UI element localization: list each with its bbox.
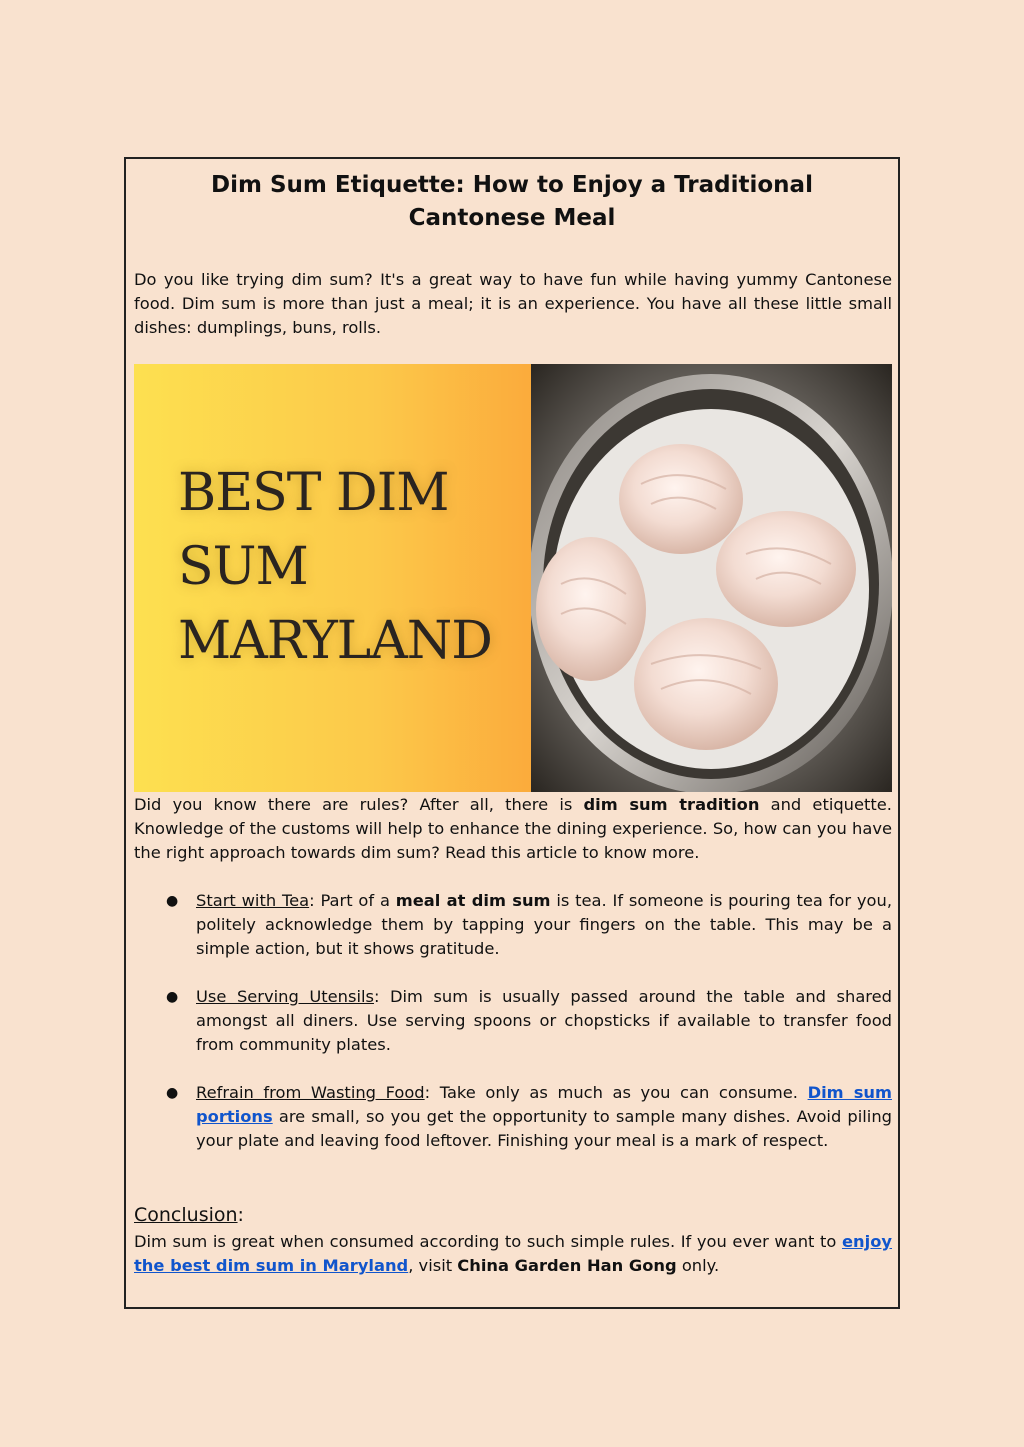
conclusion-text-post: only.	[676, 1256, 720, 1275]
hero-image	[134, 364, 892, 792]
document-frame	[124, 157, 900, 1309]
bullet-text-post: are small, so you get the opportunity to sample many dishes. Avoid piling your plate and leaving food leftover. Finishing your meal is a mark of respect.	[196, 1107, 892, 1150]
bullet-heading: Use Serving Utensils	[196, 987, 374, 1006]
list-item	[166, 1081, 892, 1153]
dumpling-top	[619, 444, 743, 554]
hero-line-3: MARYLAND	[178, 611, 492, 671]
rules-text-pre: Did you know there are rules? After all, there is	[134, 795, 584, 814]
conclusion-heading-row	[134, 1202, 244, 1228]
rules-text-post: and etiquette. Knowledge of the customs will help to enhance the dining experience. So, how can you have the right approach towards dim sum? Read this article to know more.	[134, 795, 892, 862]
bullet-text-post: is tea. If someone is pouring tea for you, politely acknowledge them by tapping your fingers on the table. This may be a simple action, but it shows gratitude.	[196, 891, 892, 958]
conclusion-paragraph	[134, 1230, 892, 1278]
bullet-heading: Refrain from Wasting Food	[196, 1083, 425, 1102]
hero-line-2: SUM	[178, 537, 308, 597]
rules-paragraph	[134, 793, 892, 865]
bullet-heading: Start with Tea	[196, 891, 310, 910]
dumpling-bottom	[634, 618, 778, 750]
bullet-icon: ●	[166, 893, 179, 909]
list-item	[166, 985, 892, 1057]
dumpling-right	[716, 511, 856, 627]
hero-line-1: BEST DIM	[178, 463, 449, 523]
intro-paragraph: Do you like trying dim sum? It's a great way to have fun while having yummy Cantonese food. Dim sum is more than just a meal; it is an experience. You have all these little small dishes: dumplings, buns, rolls.	[134, 270, 892, 337]
conclusion-text-pre: Dim sum is great when consumed according to such simple rules. If you ever want to	[134, 1232, 842, 1251]
conclusion-text-mid: , visit	[408, 1256, 458, 1275]
conclusion-colon: :	[237, 1204, 244, 1226]
rules-bold-phrase: dim sum tradition	[583, 795, 760, 814]
hero-banner	[134, 364, 531, 792]
dim-sum-portions-link[interactable]: Dim sum portions	[196, 1083, 892, 1126]
dumplings-photo	[531, 364, 892, 792]
best-dim-sum-link[interactable]: enjoy the best dim sum in Maryland	[134, 1232, 892, 1275]
bullet-text: : Dim sum is usually passed around the table and shared amongst all diners. Use serving spoons or chopsticks if available to transfer food from community plates.	[196, 987, 892, 1054]
bullet-icon: ●	[166, 989, 179, 1005]
hero-banner-text	[178, 456, 492, 678]
list-item	[166, 889, 892, 961]
page-title: Dim Sum Etiquette: How to Enjoy a Traditional Cantonese Meal	[211, 172, 813, 231]
bullet-text-pre: : Take only as much as you can consume.	[424, 1083, 808, 1102]
bullet-bold-phrase: meal at dim sum	[395, 891, 551, 910]
bullet-icon: ●	[166, 1085, 179, 1101]
bullet-text-pre: : Part of a	[309, 891, 396, 910]
restaurant-name: China Garden Han Gong	[457, 1256, 677, 1275]
conclusion-heading: Conclusion	[134, 1204, 238, 1226]
